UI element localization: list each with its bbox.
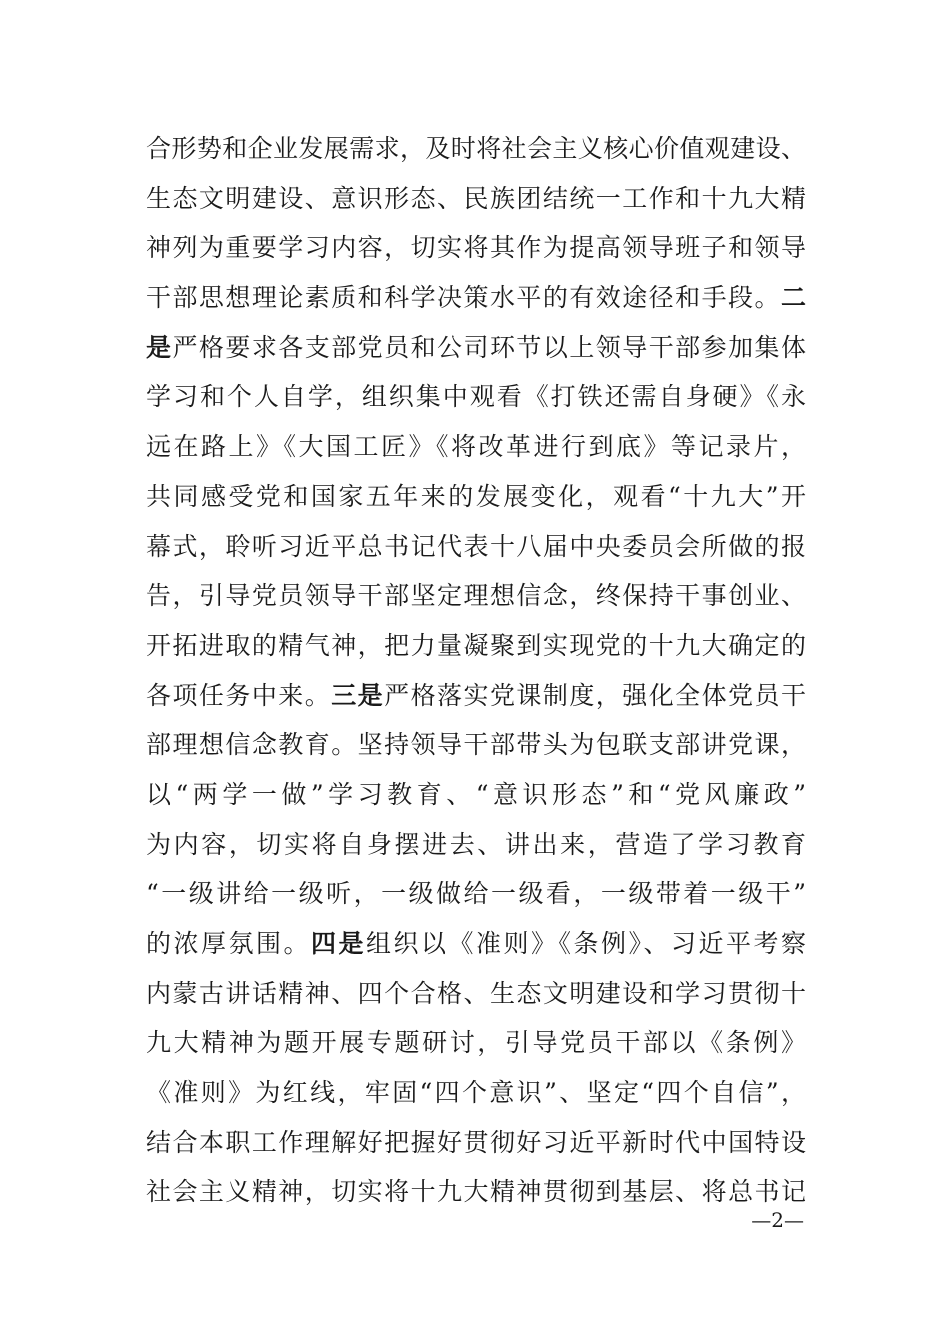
text-line: 合形势和企业发展需求，及时将社会主义核心价值观建设、 (146, 134, 806, 163)
text-segment: 严格要求各支部党员和公司环节以上领导干部参加集体 (172, 332, 806, 362)
emphasis-ordinal: 四是 (311, 929, 366, 958)
text-line: 远在路上》《大国工匠》《将改革进行到底》等记录片， (146, 432, 806, 462)
text-line: 部理想信念教育。坚持领导干部带头为包联支部讲党课， (146, 730, 806, 760)
text-line: “一级讲给一级听，一级做给一级看，一级带着一级干” (146, 879, 806, 909)
body-text (146, 124, 806, 1217)
text-line (146, 273, 806, 323)
text-line: 开拓进取的精气神，把力量凝聚到实现党的十九大确定的 (146, 630, 806, 660)
text-line: 幕式，聆听习近平总书记代表十八届中央委员会所做的报 (146, 531, 806, 561)
text-segment: 各项任务中来。 (146, 680, 332, 710)
page-number: —2— (751, 1208, 804, 1232)
emphasis-ordinal: 二 (780, 283, 806, 313)
text-line (146, 671, 806, 721)
text-line: 社会主义精神，切实将十九大精神贯彻到基层、将总书记 (146, 1177, 806, 1207)
text-line: 共同感受党和国家五年来的发展变化，观看“十九大”开 (146, 481, 806, 511)
text-segment: 的浓厚氛围。 (146, 929, 311, 958)
text-line: 内蒙古讲话精神、四个合格、生态文明建设和学习贯彻十 (146, 978, 806, 1008)
text-line: 为内容，切实将自身摆进去、讲出来，营造了学习教育 (146, 829, 806, 859)
text-line: 《准则》为红线，牢固“四个意识”、坚定“四个自信”， (146, 1078, 806, 1108)
text-line: 学习和个人自学，组织集中观看《打铁还需自身硬》《永 (146, 382, 806, 412)
text-segment: 组织以《准则》《条例》、习近平考察 (366, 929, 806, 958)
text-line: 结合本职工作理解好把握好贯彻好习近平新时代中国特设 (146, 1127, 806, 1157)
emphasis-ordinal: 三是 (331, 680, 385, 710)
text-line: 神列为重要学习内容，切实将其作为提高领导班子和领导 (146, 233, 806, 263)
text-line: 告，引导党员领导干部坚定理想信念，终保持干事创业、 (146, 581, 806, 611)
text-segment: 干部思想理论素质和科学决策水平的有效途径和手段。 (146, 283, 781, 313)
text-segment: 严格落实党课制度，强化全体党员干 (384, 680, 806, 710)
emphasis-ordinal: 是 (146, 332, 173, 362)
text-line: 九大精神为题开展专题研讨，引导党员干部以《条例》 (146, 1028, 806, 1058)
text-line: 生态文明建设、意识形态、民族团结统一工作和十九大精 (146, 183, 806, 213)
text-line (146, 323, 806, 373)
text-line (146, 919, 806, 969)
text-line: 以“两学一做”学习教育、“意识形态”和“党风廉政” (146, 779, 806, 809)
